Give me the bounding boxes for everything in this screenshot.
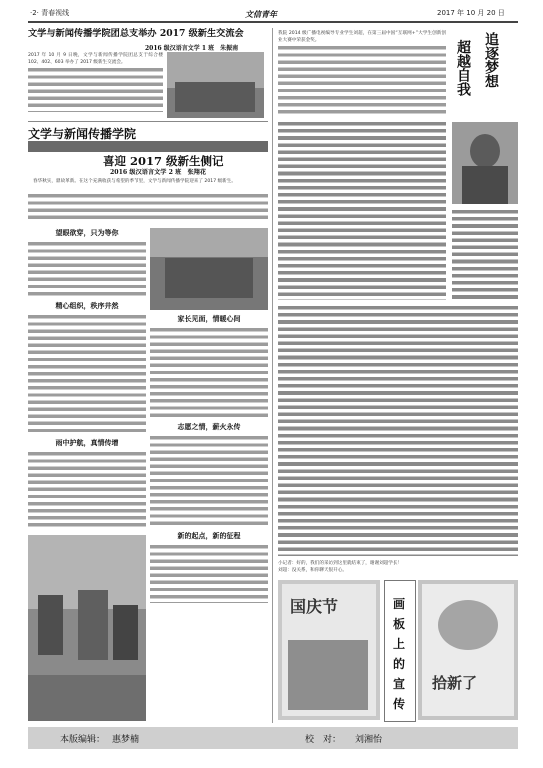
caption-char-6: 传	[393, 697, 406, 711]
subhead-new-start: 新的起点，新的征程	[177, 531, 241, 540]
subhead-organized: 精心组织，秩序井然	[55, 301, 119, 310]
article2-photo-top-right	[150, 228, 268, 310]
footer-proof: 刘湘怡	[355, 735, 383, 745]
subhead-rain-text	[28, 450, 146, 530]
subhead-new-start-text	[150, 543, 268, 603]
poster-text-left: 国庆节	[290, 597, 339, 616]
vertical-title-2: 追逐梦想	[483, 32, 499, 88]
article2-intro-text	[28, 192, 268, 222]
footer-editor-label: 本版编辑：	[60, 735, 106, 745]
column-intro-text	[278, 44, 446, 114]
subhead-volunteer-text	[150, 434, 268, 526]
subhead-organized-text	[28, 313, 146, 433]
article2-title-line1: 文学与新闻传播学院	[28, 127, 137, 141]
article2-photo-bottom-left	[28, 535, 146, 721]
interview-qa-side	[452, 208, 518, 300]
article1-body-text	[28, 66, 163, 112]
column-intro: 我院 2014 级广播电视编导专业学生刘超，在第三届中国“互联网+”大学生创新创业大赛中荣获金奖。	[278, 31, 446, 44]
footer-proof-label: 校 对：	[305, 735, 342, 745]
article1-body-lead: 2017 年 10 月 9 日晚，文学与新闻传播学院团总支于综合楼 102、402、603 举办了 2017 级新生交流会。	[28, 53, 163, 66]
subhead-rain: 雨中护航，真情传增	[55, 438, 119, 447]
newspaper-name: 文信青年	[245, 9, 277, 19]
subhead-waiting-text	[28, 240, 146, 296]
closing-question: 小记者：好的，我们的采访到这里就结束了，谢谢刘超学长！	[278, 561, 403, 566]
vertical-title-block	[452, 32, 518, 118]
article1-divider	[28, 121, 268, 122]
subhead-waiting: 望眼欲穿，只为等你	[55, 228, 119, 237]
caption-char-3: 上	[393, 637, 406, 651]
photo-caption-box	[384, 580, 416, 722]
poster-photo-left	[278, 580, 380, 720]
interview-photo	[452, 122, 518, 204]
subhead-parents: 家长见面，情暖心间	[177, 314, 241, 323]
article1-photo	[167, 52, 264, 118]
poster-photo-right	[418, 580, 518, 720]
header-rule	[28, 21, 518, 23]
article2-title-line2: 喜迎 2017 级新生侧记	[103, 154, 224, 168]
vertical-title-1: 超越自我	[455, 40, 471, 96]
article2-title-bar	[28, 141, 268, 152]
interview-qa-block-1	[278, 120, 446, 300]
article1-byline: 2016 级汉语言文学 1 班 朱振南	[145, 45, 239, 52]
closing-answer: 刘超：没关系，和你聊天很开心。	[278, 568, 347, 573]
caption-char-2: 板	[393, 617, 406, 631]
article2-intro: 春华秋实，鼎故革新。在这个充满收获与希望的季节里，文学与新闻传播学院迎来了 2017 级新生。	[33, 179, 236, 184]
caption-char-5: 宣	[393, 677, 406, 691]
article1-title: 文学与新闻传播学院团总支举办 2017 级新生交流会	[28, 28, 244, 39]
column-divider	[272, 28, 273, 723]
interview-qa-block-2	[278, 304, 518, 556]
article2-byline: 2016 级汉语言文学 2 班 张翔花	[110, 169, 207, 176]
poster-text-right: 拾新了	[432, 674, 478, 692]
caption-char-4: 的	[393, 657, 406, 671]
caption-char-1: 画	[393, 597, 406, 611]
header-date: 2017 年 10 月 20 日	[437, 9, 505, 17]
page-section: ·2· 青春视线	[30, 9, 70, 17]
subhead-parents-text	[150, 326, 268, 418]
footer-editor: 惠梦楠	[112, 735, 140, 745]
subhead-volunteer: 志愿之情，薪火永传	[177, 422, 241, 431]
